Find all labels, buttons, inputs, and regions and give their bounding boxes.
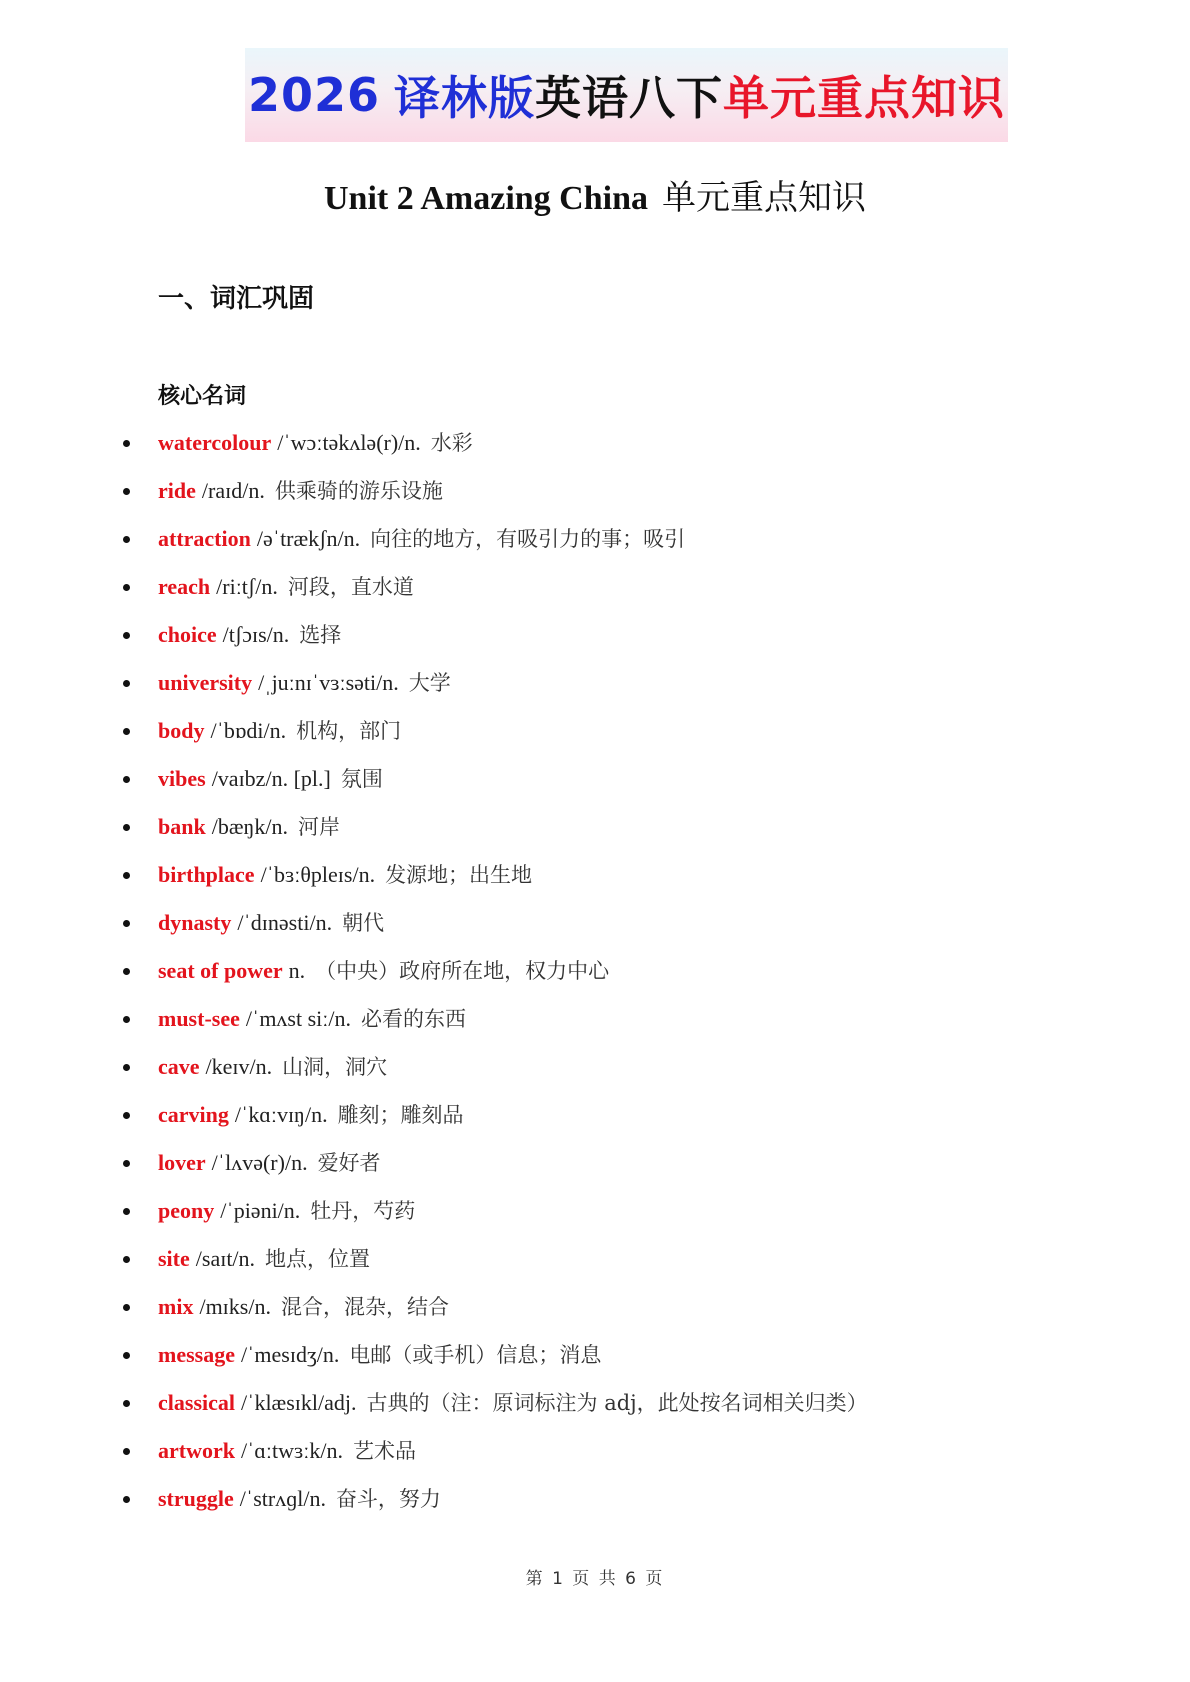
vocab-pos: n. — [254, 1294, 271, 1319]
list-item — [0, 995, 1190, 1043]
vocab-meaning: 地点，位置 — [265, 1247, 371, 1271]
vocab-meaning: 古典的（注：原词标注为 adj，此处按名词相关归类） — [366, 1391, 868, 1415]
vocab-meaning: （中央）政府所在地，权力中心 — [315, 959, 610, 983]
vocab-pos: n. — [311, 1102, 328, 1127]
vocab-meaning: 供乘骑的游乐设施 — [274, 479, 443, 503]
section-heading: 一、词汇巩固 — [158, 284, 315, 314]
list-item — [0, 1091, 1190, 1139]
vocab-phonetic: /ˈbɜːθpleɪs/ — [260, 862, 359, 887]
vocab-phonetic: /ˈdɪnəsti/ — [237, 910, 316, 935]
banner-publisher: 译林版 — [394, 71, 536, 125]
vocab-word: watercolour — [158, 430, 272, 455]
vocab-meaning: 牡丹，芍药 — [310, 1199, 416, 1223]
vocab-phonetic: /ˈpiəni/ — [220, 1198, 284, 1223]
vocab-pos: n. — [382, 670, 399, 695]
list-item — [0, 899, 1190, 947]
vocab-meaning: 爱好者 — [317, 1151, 381, 1175]
vocab-phonetic: /saɪt/ — [195, 1246, 239, 1271]
vocab-word: ride — [158, 478, 196, 503]
list-item — [0, 1139, 1190, 1187]
vocab-meaning: 山洞，洞穴 — [282, 1055, 388, 1079]
vocab-word: reach — [158, 574, 211, 599]
vocab-pos: n. — [334, 1006, 351, 1031]
vocab-pos: n. — [326, 1438, 344, 1463]
vocab-phonetic: /əˈtrækʃn/ — [256, 526, 344, 551]
list-item — [0, 515, 1190, 563]
vocab-pos: n. [pl.] — [271, 766, 331, 791]
vocab-pos: n. — [269, 718, 287, 743]
vocab-phonetic: /mɪks/ — [199, 1294, 255, 1319]
banner-subject: 英语八下 — [535, 71, 724, 125]
list-item — [0, 659, 1190, 707]
vocab-meaning: 电邮（或手机）信息；消息 — [349, 1343, 602, 1367]
vocab-meaning: 河段，直水道 — [287, 575, 414, 599]
vocab-pos: n. — [404, 430, 421, 455]
vocab-word: birthplace — [158, 862, 255, 887]
list-item — [0, 1427, 1190, 1475]
vocab-word: university — [158, 670, 253, 695]
vocab-phonetic: /ˌjuːnɪˈvɜːsəti/ — [258, 670, 383, 695]
list-item — [0, 1187, 1190, 1235]
vocab-pos: n. — [358, 862, 376, 887]
list-item — [0, 707, 1190, 755]
vocab-pos: n. — [238, 1246, 256, 1271]
list-item — [0, 611, 1190, 659]
list-item — [0, 1475, 1190, 1523]
vocab-meaning: 发源地；出生地 — [385, 863, 533, 887]
list-item — [0, 1043, 1190, 1091]
banner-year: 2026 — [247, 68, 381, 122]
vocab-word: artwork — [158, 1438, 235, 1463]
vocab-pos: n. — [248, 478, 265, 503]
title-banner — [245, 48, 1008, 142]
vocab-phonetic: /ˈkɑːvɪŋ/ — [234, 1102, 312, 1127]
vocab-word: struggle — [158, 1486, 234, 1511]
vocab-meaning: 大学 — [408, 671, 451, 695]
list-item — [0, 1235, 1190, 1283]
vocab-meaning: 奋斗，努力 — [335, 1487, 441, 1511]
vocab-phonetic: /keɪv/ — [205, 1054, 256, 1079]
vocab-pos: n. — [271, 814, 288, 839]
vocab-word: must-see — [158, 1006, 240, 1031]
vocab-list — [0, 419, 1190, 1523]
vocab-phonetic: /raɪd/ — [201, 478, 249, 503]
vocab-meaning: 艺术品 — [353, 1439, 417, 1463]
list-item — [0, 947, 1190, 995]
vocab-phonetic: /ˈmesɪdʒ/ — [240, 1342, 323, 1367]
vocab-word: seat of power — [158, 958, 283, 983]
vocab-meaning: 选择 — [299, 623, 342, 647]
vocab-meaning: 雕刻；雕刻品 — [337, 1103, 464, 1127]
vocab-word: classical — [158, 1390, 235, 1415]
list-item — [0, 1379, 1190, 1427]
vocab-phonetic: /ˈwɔːtəkʌlə(r)/ — [277, 430, 405, 455]
vocab-word: lover — [158, 1150, 206, 1175]
list-item — [0, 563, 1190, 611]
vocab-phonetic: /ˈmʌst siː/ — [245, 1006, 335, 1031]
vocab-word: mix — [158, 1294, 194, 1319]
vocab-pos: n. — [261, 574, 278, 599]
vocab-pos: n. — [255, 1054, 273, 1079]
vocab-phonetic: /ˈbɒdi/ — [210, 718, 270, 743]
vocab-meaning: 水彩 — [430, 431, 473, 455]
vocab-phonetic: /ˈlʌvə(r)/ — [211, 1150, 292, 1175]
vocab-word: carving — [158, 1102, 229, 1127]
vocab-pos: n. — [283, 1198, 301, 1223]
vocab-phonetic: /tʃɔɪs/ — [222, 622, 273, 647]
page-title-english: Unit 2 Amazing China — [324, 180, 648, 217]
vocab-word: dynasty — [158, 910, 232, 935]
list-item — [0, 803, 1190, 851]
vocab-word: choice — [158, 622, 217, 647]
vocab-meaning: 氛围 — [340, 767, 383, 791]
vocab-word: attraction — [158, 526, 251, 551]
list-item — [0, 755, 1190, 803]
list-item — [0, 419, 1190, 467]
sub-heading: 核心名词 — [158, 384, 247, 409]
vocab-meaning: 朝代 — [342, 911, 385, 935]
vocab-phonetic: /riːtʃ/ — [216, 574, 262, 599]
list-item — [0, 467, 1190, 515]
vocab-meaning: 向往的地方，有吸引力的事；吸引 — [370, 527, 686, 551]
vocab-phonetic: /vaɪbz/ — [211, 766, 272, 791]
vocab-word: vibes — [158, 766, 206, 791]
vocab-word: cave — [158, 1054, 200, 1079]
list-item — [0, 1283, 1190, 1331]
vocab-pos: n. — [272, 622, 290, 647]
vocab-word: bank — [158, 814, 206, 839]
page-title-chinese: 单元重点知识 — [662, 178, 866, 218]
vocab-word: site — [158, 1246, 190, 1271]
vocab-meaning: 机构，部门 — [296, 719, 402, 743]
vocab-pos: n. — [315, 910, 333, 935]
vocab-pos: n. — [309, 1486, 326, 1511]
vocab-meaning: 混合，混杂，结合 — [280, 1295, 449, 1319]
page-title — [0, 170, 1190, 219]
vocab-phonetic: /ˈstrʌɡl/ — [239, 1486, 310, 1511]
vocab-word: peony — [158, 1198, 215, 1223]
vocab-meaning: 必看的东西 — [361, 1007, 466, 1031]
vocab-phonetic: /ˈklæsɪkl/ — [241, 1390, 325, 1415]
vocab-pos: n. — [343, 526, 361, 551]
vocab-meaning: 河岸 — [298, 815, 340, 839]
vocab-phonetic: /bæŋk/ — [211, 814, 272, 839]
vocab-word: message — [158, 1342, 235, 1367]
list-item — [0, 1331, 1190, 1379]
page-footer: 第 1 页 共 6 页 — [525, 1569, 665, 1589]
vocab-pos: n. — [288, 958, 306, 983]
list-item — [0, 851, 1190, 899]
vocab-pos: n. — [322, 1342, 340, 1367]
vocab-pos: n. — [291, 1150, 308, 1175]
vocab-phonetic: /ˈɑːtwɜːk/ — [240, 1438, 327, 1463]
vocab-pos: adj. — [324, 1390, 357, 1415]
vocab-word: body — [158, 718, 205, 743]
banner-topic: 单元重点知识 — [723, 71, 1006, 125]
